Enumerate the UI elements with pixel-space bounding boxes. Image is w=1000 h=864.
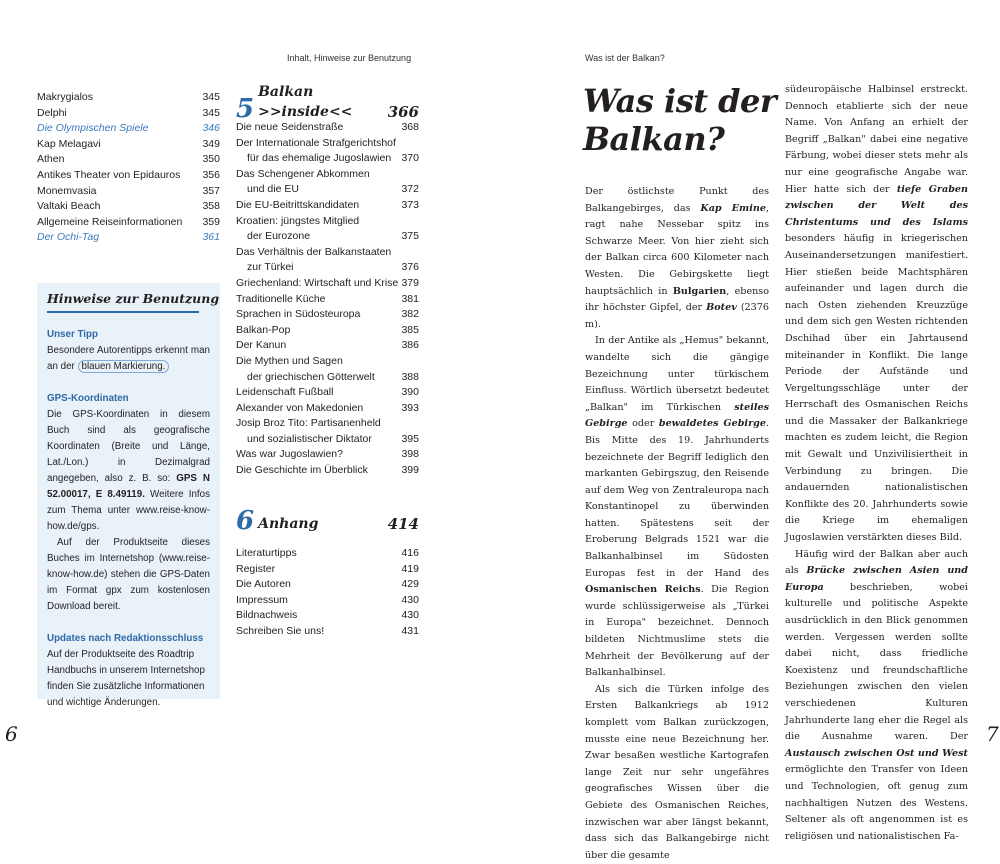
toc-entry-page: 376 bbox=[401, 261, 419, 274]
toc-entry-page: 390 bbox=[401, 386, 419, 399]
section-title: Anhang bbox=[258, 516, 319, 532]
toc-entry bbox=[236, 151, 419, 167]
toc-entry-title: Allgemeine Reiseinformationen bbox=[37, 215, 183, 228]
section-page: 414 bbox=[387, 515, 419, 533]
paragraph: Als sich die Türken infolge des Ersten Balkankriegs ab 1912 komplett vom Balkan zurückzogen, musste eine neue Bezeichnung her. Zwar besaßen westliche Kartografen lange Zeit nur sehr ungefähres geografisches Wissen über die Gebiete des Osmanischen Reiches, inzwischen war aber längst bekannt, dass sich das Balkangebirge nicht über die gesamte bbox=[585, 683, 769, 861]
toc-entry bbox=[37, 152, 220, 168]
toc-entry-title: für das ehemalige Jugoslawien bbox=[247, 152, 392, 165]
toc-entry-page: 395 bbox=[401, 432, 419, 445]
toc-entry bbox=[236, 370, 419, 386]
toc-entry-page: 372 bbox=[401, 183, 419, 196]
toc-entry-page: 375 bbox=[401, 230, 419, 243]
toc-entry-title: der Eurozone bbox=[247, 230, 311, 243]
toc-entry bbox=[37, 199, 220, 215]
toc-entry-page: 349 bbox=[202, 137, 220, 150]
toc-entry-title: Kroatien: jüngstes Mitglied bbox=[236, 214, 360, 227]
body-column-1 bbox=[585, 184, 769, 864]
toc-entry-page: 346 bbox=[202, 122, 220, 135]
gps-download-text: Auf der Produktseite dieses Buches im Internetshop (www.reise-know-how.de) stehen die GPS-Daten im Format gpx zum kostenlosen Download bereit. bbox=[47, 537, 210, 612]
toc-entry-title: Der Internationale Strafgerichtshof bbox=[236, 136, 396, 149]
toc-entry bbox=[236, 245, 419, 261]
toc-entry-page: 350 bbox=[202, 153, 220, 166]
section-heading-5 bbox=[236, 82, 419, 122]
toc-entry-page: 399 bbox=[401, 464, 419, 477]
toc-entry-title: Alexander von Makedonien bbox=[236, 401, 364, 414]
body-column-2 bbox=[785, 82, 968, 845]
toc-entry-title: Die Geschichte im Überblick bbox=[236, 464, 368, 477]
toc-entry bbox=[236, 546, 419, 562]
toc-entry-page: 370 bbox=[401, 152, 419, 165]
toc-entry-title: Monemvasia bbox=[37, 184, 97, 197]
toc-entry-title: Schreiben Sie uns! bbox=[236, 624, 325, 637]
running-head-left: Inhalt, Hinweise zur Benutzung bbox=[287, 53, 412, 63]
toc-entry-title: Balkan-Pop bbox=[236, 323, 291, 336]
box-title: Hinweise zur Benutzung bbox=[47, 291, 220, 306]
toc-entry bbox=[37, 137, 220, 153]
toc-entry-title: und sozialistischer Diktator bbox=[247, 432, 372, 445]
toc-entry-title: Antikes Theater von Epidauros bbox=[37, 168, 181, 181]
paragraph: Der östlichste Punkt des Balkangebirges, das Kap Emine, ragt nahe Nessebar spitz ins Schwarze Meer. Von hier zieht sich der Balkan circa 600 Kilometer nach Westen. Die Gebirgskette liegt hauptsächlich in Bulgarien, ebenso ihr höchster Gipfel, der Botev (2376 m). bbox=[585, 186, 769, 330]
toc-entry-title: Delphi bbox=[37, 106, 67, 119]
toc-entry-page: 382 bbox=[401, 308, 419, 321]
toc-entry bbox=[236, 229, 419, 245]
updates-text: Auf der Produktseite des Roadtrip Handbuchs in unserem Internetshop finden Sie zusätzliche Informationen und wichtige Änderungen. bbox=[47, 649, 205, 708]
updates-heading: Updates nach Redaktionsschluss bbox=[47, 633, 204, 644]
toc-entry bbox=[236, 338, 419, 354]
toc-entry-title: Griechenland: Wirtschaft und Krise bbox=[236, 276, 399, 289]
toc-entry bbox=[37, 106, 220, 122]
toc-entry-page: 359 bbox=[202, 215, 220, 228]
toc-entry-page: 388 bbox=[401, 370, 419, 383]
toc-entry bbox=[236, 385, 419, 401]
section-number: 6 bbox=[236, 506, 255, 536]
toc-entry-page: 419 bbox=[401, 562, 419, 575]
toc-column-2 bbox=[236, 120, 419, 479]
toc-entry bbox=[236, 577, 419, 593]
box-title-underline bbox=[47, 311, 199, 313]
section-heading-6 bbox=[236, 508, 419, 534]
toc-entry-page: 368 bbox=[401, 121, 419, 133]
toc-entry bbox=[236, 432, 419, 448]
toc-entry-page: 385 bbox=[401, 323, 419, 336]
toc-entry-page: 431 bbox=[401, 624, 419, 637]
toc-entry bbox=[236, 182, 419, 198]
toc-entry-title: zur Türkei bbox=[247, 261, 294, 274]
toc-entry bbox=[236, 276, 419, 292]
toc-entry-title: Was war Jugoslawien? bbox=[236, 448, 343, 461]
toc-entry-title: Kap Melagavi bbox=[37, 137, 101, 150]
toc-entry bbox=[236, 447, 419, 463]
toc-entry-page: 429 bbox=[401, 578, 419, 591]
toc-entry-title: Sprachen in Südosteuropa bbox=[236, 308, 361, 321]
toc-column-1 bbox=[37, 90, 220, 246]
toc-entry bbox=[37, 121, 220, 137]
section-number: 5 bbox=[236, 94, 255, 124]
toc-entry-title: Traditionelle Küche bbox=[236, 292, 326, 305]
toc-entry bbox=[236, 562, 419, 578]
toc-entry bbox=[236, 136, 419, 152]
toc-entry bbox=[236, 593, 419, 609]
toc-entry-title: der griechischen Götterwelt bbox=[247, 370, 375, 383]
toc-entry-page: 357 bbox=[202, 184, 220, 197]
toc-entry-title: Die Mythen und Sagen bbox=[236, 354, 343, 367]
toc-entry-page: 393 bbox=[401, 401, 419, 414]
gps-example: GPS N 52.00017, E 8.49119. bbox=[47, 473, 210, 500]
chapter-title: Was ist der Balkan? bbox=[583, 82, 777, 158]
gps-heading: GPS-Koordinaten bbox=[47, 393, 129, 404]
toc-entry bbox=[236, 416, 419, 432]
toc-entry-title: Der Ochi-Tag bbox=[37, 231, 100, 244]
toc-entry bbox=[236, 120, 419, 136]
folio-right: 7 bbox=[986, 722, 999, 746]
toc-entry-title: Das Schengener Abkommen bbox=[236, 167, 370, 180]
toc-entry-page: 373 bbox=[401, 198, 419, 211]
paragraph: Häufig wird der Balkan aber auch als Brücke zwischen Asien und Europa beschrieben, wobei kulturelle und politische Aspekte ausdrücklich in den Blick genommen werden. Vergessen werden sollte dabei nicht, dass friedliche Koexistenz und freundschaftliche Beziehungen zwischen den vielen verschiedenen Kulturen Jahrhunderte lang eher die Regel als die Ausnahme waren. Der Austausch zwischen Ost und West ermöglichte den Transfer von Ideen und Technologien, oft genug zum nachhaltigen Nutzen des Westens. Seltener als oft angenommen ist es religiösen und nationalistischen Fa- bbox=[785, 548, 968, 842]
toc-entry bbox=[236, 608, 419, 624]
toc-entry bbox=[236, 624, 419, 640]
toc-entry-page: 416 bbox=[401, 547, 419, 559]
toc-entry-title: Josip Broz Tito: Partisanenheld bbox=[236, 417, 381, 430]
running-head-right: Was ist der Balkan? bbox=[585, 53, 665, 63]
toc-entry-title: Athen bbox=[37, 153, 65, 166]
toc-entry-page: 398 bbox=[401, 448, 419, 461]
toc-entry bbox=[37, 90, 220, 106]
toc-entry-title: Register bbox=[236, 562, 276, 575]
toc-entry-page: 345 bbox=[202, 106, 220, 119]
toc-entry-title: Das Verhältnis der Balkanstaaten bbox=[236, 245, 392, 258]
folio-left: 6 bbox=[5, 722, 18, 746]
toc-entry bbox=[236, 214, 419, 230]
toc-entry-title: Valtaki Beach bbox=[37, 200, 101, 213]
toc-entry bbox=[236, 354, 419, 370]
toc-entry-page: 386 bbox=[401, 339, 419, 352]
toc-entry-title: Die EU-Beitrittskandidaten bbox=[236, 198, 360, 211]
toc-entry bbox=[236, 260, 419, 276]
toc-entry-title: Die Olympischen Spiele bbox=[37, 122, 149, 135]
tip-heading: Unser Tipp bbox=[47, 329, 98, 340]
toc-entry-page: 381 bbox=[401, 292, 419, 305]
toc-entry-page: 361 bbox=[202, 231, 220, 244]
toc-entry-title: und die EU bbox=[247, 183, 299, 196]
toc-entry-title: Makrygialos bbox=[37, 91, 94, 103]
toc-entry bbox=[236, 463, 419, 479]
toc-entry-title: Der Kanun bbox=[236, 339, 287, 352]
toc-entry-page: 358 bbox=[202, 200, 220, 213]
blue-marker-example: blauen Markierung. bbox=[78, 360, 170, 373]
usage-notes-box bbox=[37, 283, 220, 708]
toc-entry bbox=[236, 167, 419, 183]
toc-entry-page: 356 bbox=[202, 168, 220, 181]
toc-entry-page: 345 bbox=[202, 91, 220, 103]
toc-column-2-appendix bbox=[236, 546, 419, 640]
section-page: 366 bbox=[387, 103, 419, 121]
toc-entry-title: Literaturtipps bbox=[236, 547, 297, 559]
toc-entry-page: 430 bbox=[401, 593, 419, 606]
toc-entry-title: Impressum bbox=[236, 593, 288, 606]
paragraph: In der Antike als „Hemus" bekannt, wandelte sich die gängige Bezeichnung unter türkischem Einfluss. Wörtlich übersetzt bedeutet „Balkan" im Türkischen steiles Gebirge oder bewaldetes Gebirge. Bis Mitte des 19. Jahrhunderts bezeichnete der Begriff lediglich den markanten Gebirgszug, den Reisende auf dem Weg von Zentraleuropa nach Konstantinopel zu überwinden hatten. Spätestens seit der Eroberung Belgrads 1521 war die Balkanhalbinsel im Südosten Europas fest in der Hand des Osmanischen Reichs. Die Region wurde schlüssigerweise als „Türkei in Europa" bezeichnet. Dennoch bildeten Nichtmuslime stets die Mehrheit der Bevölkerung auf der Balkanhalbinsel. bbox=[585, 335, 770, 679]
toc-entry-title: Bildnachweis bbox=[236, 609, 298, 622]
toc-entry bbox=[236, 307, 419, 323]
toc-entry-title: Die neue Seidenstraße bbox=[236, 121, 344, 133]
paragraph: südeuropäische Halbinsel erstreckt. Dennoch etablierte sich der neue Name. Von Anfang an erhielt der Begriff „Balkan" dabei eine negative Färbung, wobei dieser stets mehr als nur eine geografische Angabe war. Hier hatte sich der tiefe Graben zwischen der Welt des Christentums und des Islams besonders häufig in kriegerischen Auseinandersetzungen manifestiert. Hier stießen beide Machtsphären aufeinander und lagen durch die nach Osten ziehenden Kreuzzüge und dem sich gen Westen richtenden Dschihad über ein Jahrtausend miteinander in Konflikt. Die lange Periode der Aufstände und Vergeltungsschläge unter der Herrschaft des Osmanischen Reichs und die Massaker der Balkankriege machten es zudem leicht, die Region mit Gewalt und Unzivilisiertheit in Verbindung zu bringen. Die andauernden nationalistischen Konflikte des 20. Jahrhunderts sowie die Kriege im ehemaligen Jugoslawien verstärkten dieses Bild. bbox=[785, 84, 968, 544]
toc-entry-page: 379 bbox=[401, 276, 419, 289]
section-title: Balkan >>inside<< bbox=[258, 84, 353, 120]
toc-entry bbox=[236, 292, 419, 308]
toc-entry bbox=[236, 198, 419, 214]
toc-entry bbox=[37, 184, 220, 200]
toc-entry bbox=[37, 168, 220, 184]
gps-text: Die GPS-Koordinaten in diesem Buch sind als geografische Koordinaten (Breite und Länge, Lat./Lon.) in Dezimalgrad angegeben, also z. B. so: GPS N 52.00017, E 8.49119. Weitere Infos zum Thema unter www.reise-know-how.de/gps. bbox=[47, 409, 210, 532]
toc-entry bbox=[37, 230, 220, 246]
toc-entry-title: Die Autoren bbox=[236, 578, 291, 591]
toc-entry bbox=[236, 323, 419, 339]
toc-entry-page: 430 bbox=[401, 609, 419, 622]
toc-entry-title: Leidenschaft Fußball bbox=[236, 386, 334, 399]
toc-entry bbox=[37, 215, 220, 231]
toc-entry bbox=[236, 401, 419, 417]
tip-text: Besondere Autorentipps erkennt man an der blauen Markierung. bbox=[47, 345, 210, 372]
